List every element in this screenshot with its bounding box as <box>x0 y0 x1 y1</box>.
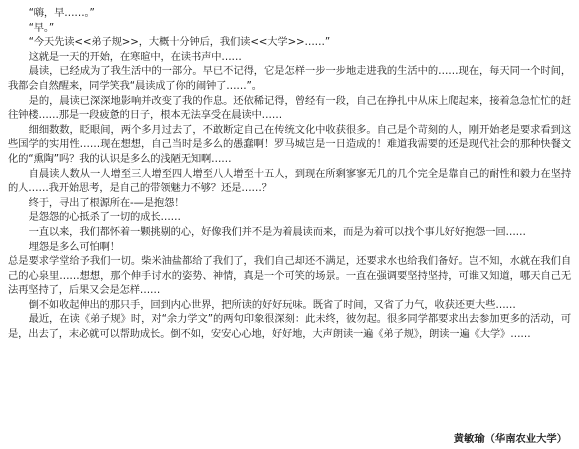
paragraph: 是的，晨读已深深地影响并改变了我的作息。还依稀记得，曾经有一段，自己在挣扎中从床上爬起来，接着急急忙忙的赶往钟楼……那是一段疲惫的日子，根本无法享受在晨读中…… <box>8 94 571 122</box>
paragraph: “嗨，早……。” <box>28 7 95 19</box>
paragraph: “今天先读<<弟子规>>，大概十分钟后，我们读<<大学>>……” <box>28 36 331 49</box>
author-byline: 黄敏瑜（华南农业大学） <box>453 434 567 445</box>
paragraph: “早。” <box>28 21 55 34</box>
paragraph: 细细数数，眨眼间，两个多月过去了，不敢断定自己在传统文化中收获很多。自己是个苛刻的人，刚开始老是要求看到这些国学的实用性……现在想想，自己当时是多么的愚蠢啊！罗马城岂是一日造成的！难道我需要的还是现代社会的那种快餐文化的“熏陶”吗？我的认识是多么的浅陋无知啊…… <box>8 123 571 165</box>
paragraph: 这就是一天的开始，在寒暄中，在读书声中…… <box>28 50 242 63</box>
paragraph: 终于，寻出了根源所在-—是抱怨！ <box>28 196 185 209</box>
paragraph: 埋怨是多么可怕啊！ <box>28 240 120 253</box>
paragraph: 晨读，已经成为了我生活中的一部分。早已不记得，它是怎样一步一步地走进我的生活中的……现在，每天同一个时间，我都会自然醒来，同学笑我“晨读成了你的闹钟了……”。 <box>8 65 571 92</box>
paragraph: 最近，在读《弟子规》时，对“余力学文”的两句印象很深刻：此未终，彼勿起。很多同学都要求出去参加更多的活动，可是，出去了，末必就可以帮助成长。倒不如，安安心心地，好好地，大声朗读一遍《弟子规》，朗读一遍《大学》…… <box>8 313 571 341</box>
paragraph: 总是要求学堂给予我们一切。柴米油盐都给了我们了，我们自己却还不满足，还要求水也给我们备好。岂不知，水就在我们自己的心泉里……想想，那个伸手讨水的姿势、神情，真是一个可笑的场景。一直在强调要坚持坚持，可谁又知道，哪天自己无法再坚持了，后果又会是怎样…… <box>8 255 571 297</box>
paragraph: 倒不如收起伸出的那只手，回到内心世界，把所读的好好玩味。既省了时间，又省了力气，收获还更大些…… <box>28 298 516 311</box>
paragraph: 是怨怨的心抵杀了一切的成长…… <box>28 211 181 224</box>
paragraph: 一直以来，我们都怀着一颗挑剔的心，好像我们并不是为着晨读而来，而是为着可以找个事儿好好抱怨一回…… <box>28 225 526 238</box>
paragraph: 自晨读人数从一人增至三人增至四人增至八人增至十五人，到现在所剩寥寥无几的几个完全是靠自己的耐性和毅力在坚持的人……我开始思考，是自己的带领魅力不够？还是……？ <box>8 167 571 195</box>
